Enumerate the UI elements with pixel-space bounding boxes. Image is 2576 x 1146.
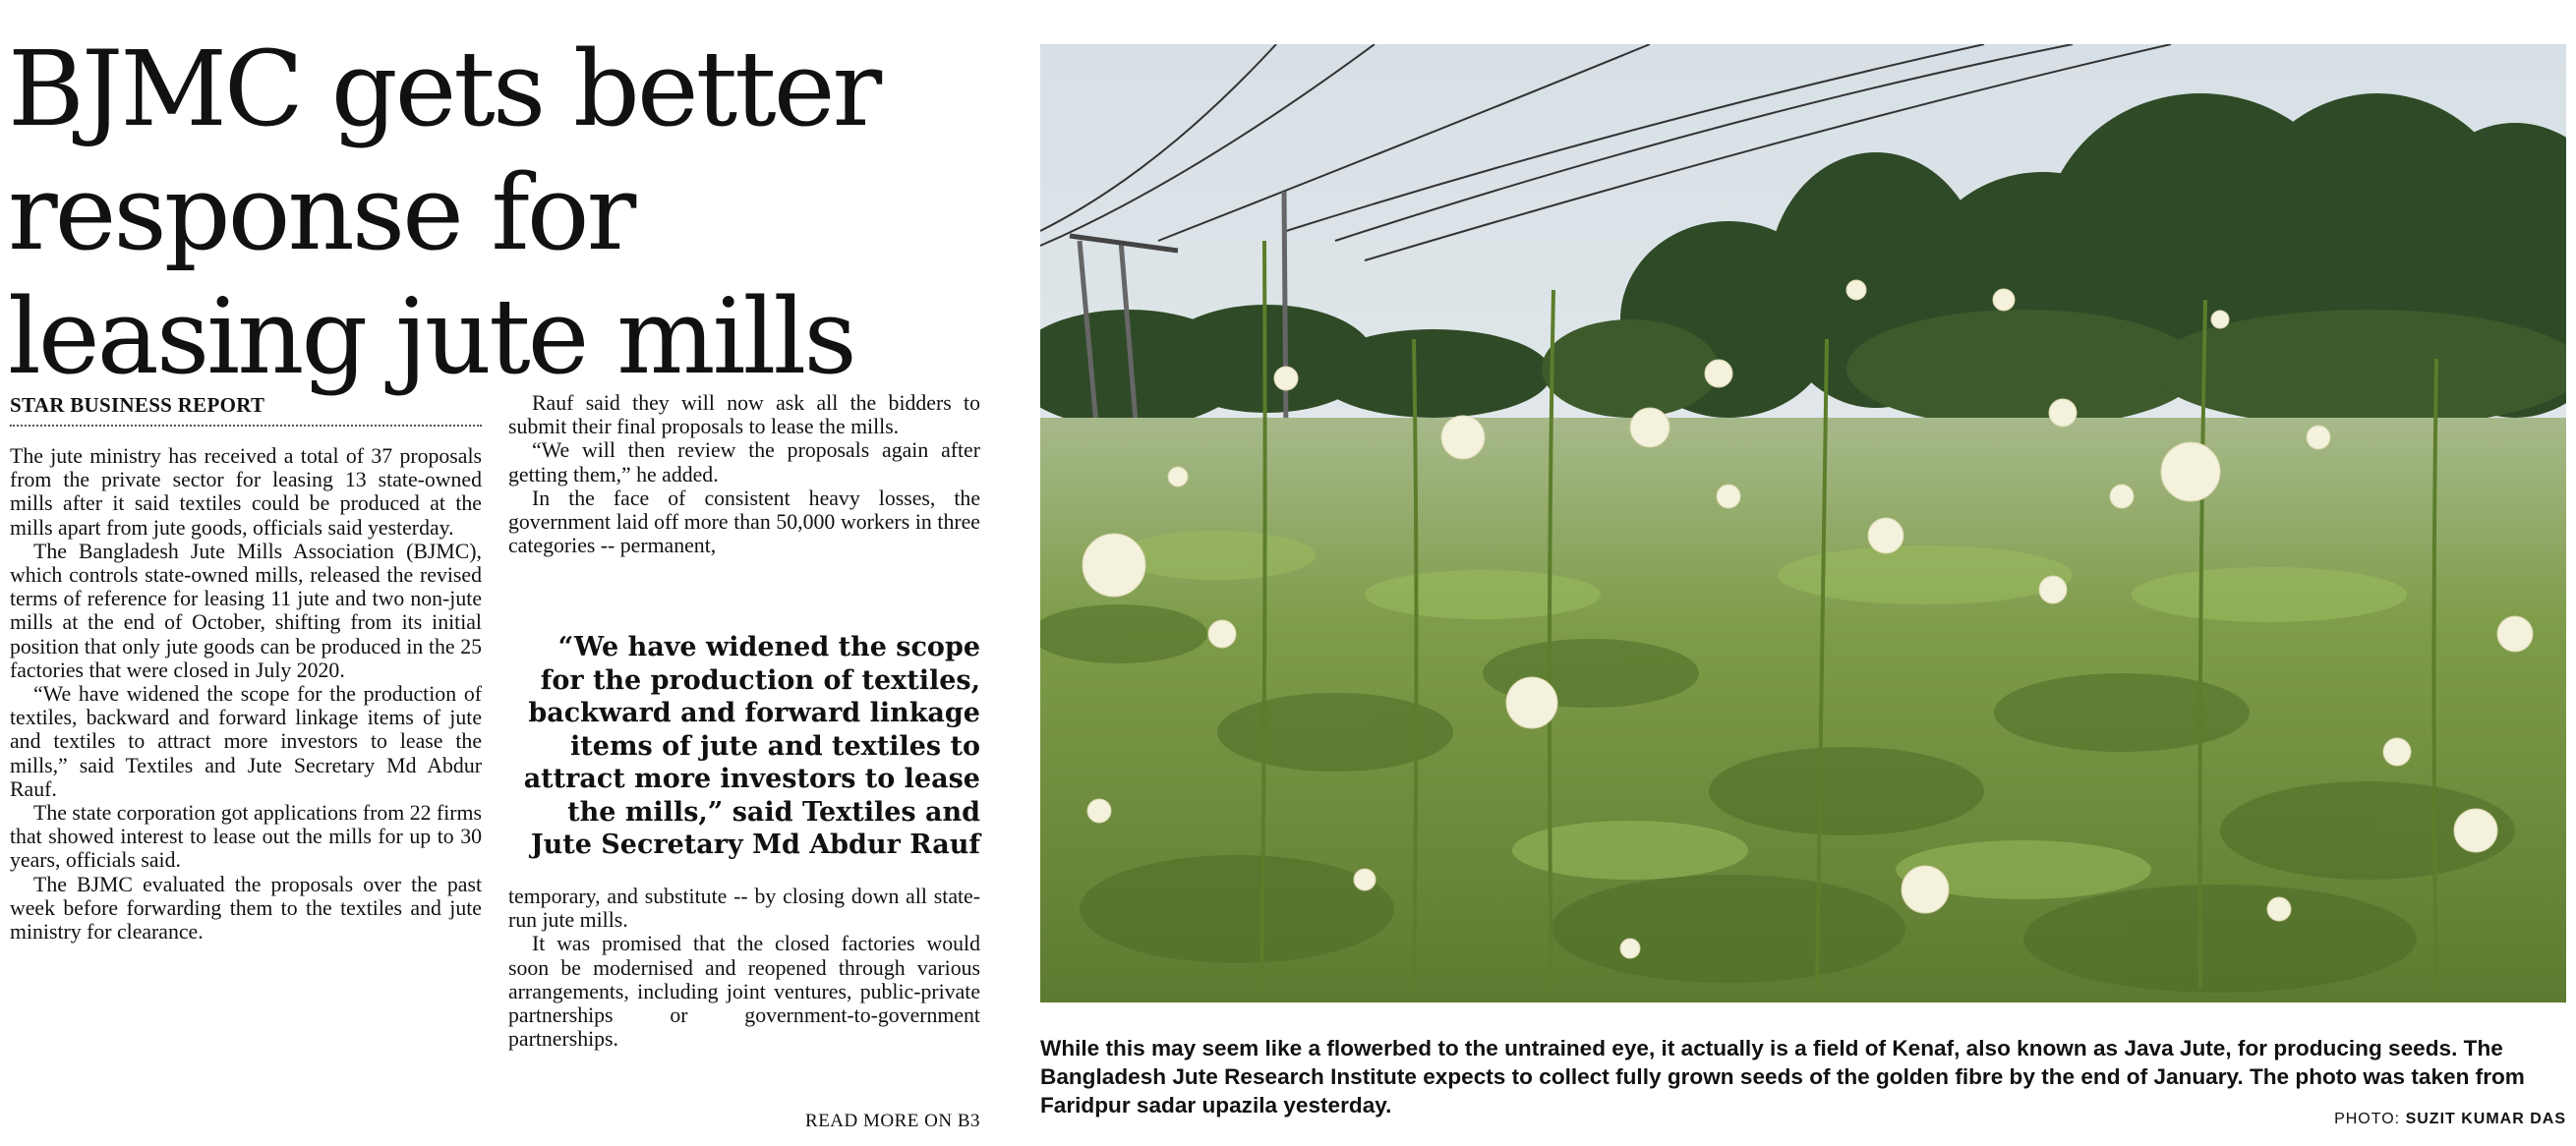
headline-line-1: BJMC gets better xyxy=(8,29,880,149)
paragraph: “We will then review the proposals again after getting them,” he added. xyxy=(508,438,980,487)
kenaf-field-photo xyxy=(1040,44,2566,1003)
article-column-1 xyxy=(10,444,482,944)
paragraph: Rauf said they will now ask all the bidders to submit their final proposals to lease the mills. xyxy=(508,391,980,439)
headline-line-3: leasing jute mills xyxy=(8,276,854,397)
caption-line: Faridpur sadar upazila yesterday. xyxy=(1040,1093,1392,1117)
paragraph: It was promised that the closed factories would soon be modernised and reopened through various arrangements, including joint ventures, public-private partnerships or government-to-government partnerships. xyxy=(508,932,980,1052)
article-column-2-bottom xyxy=(508,885,980,1051)
paragraph: In the face of consistent heavy losses, the government laid off more than 50,000 workers in three categories -- permanent, xyxy=(508,486,980,558)
paragraph: “We have widened the scope for the production of textiles, backward and forward linkage items of jute and textiles to attract more investors to lease the mills,” said Textiles and Jute Secretary Md Abdur Rauf. xyxy=(10,682,482,801)
pull-quote-line: items of jute and textiles to xyxy=(570,730,980,762)
article-column-2-top xyxy=(508,391,980,557)
caption-line: While this may seem like a flowerbed to the untrained eye, it actually is a field of Kenaf, also known as Java Jute, for producing seeds. The xyxy=(1040,1036,2503,1060)
photo-caption xyxy=(1040,1034,2566,1119)
paragraph: The BJMC evaluated the proposals over the past week before forwarding them to the textiles and jute ministry for clearance. xyxy=(10,872,482,945)
photo-credit-label: PHOTO: xyxy=(2334,1111,2401,1127)
read-more-link[interactable]: READ MORE ON B3 xyxy=(805,1111,980,1131)
byline: STAR BUSINESS REPORT xyxy=(10,393,482,427)
pull-quote-line: Jute Secretary Md Abdur Rauf xyxy=(530,830,980,860)
pull-quote-line: attract more investors to lease xyxy=(523,764,980,794)
pull-quote-line: backward and forward linkage xyxy=(528,698,980,728)
photo-credit-name: SUZIT KUMAR DAS xyxy=(2405,1111,2566,1127)
pull-quote-line: for the production of textiles, xyxy=(540,664,980,696)
paragraph: The jute ministry has received a total of 37 proposals from the private sector for leasing 13 state-owned mills after it said textiles could be produced at the mills apart from jute goods, officials said yesterday. xyxy=(10,444,482,540)
pull-quote-line: “We have widened the scope xyxy=(557,632,980,662)
paragraph: The state corporation got applications from 22 firms that showed interest to lease out the mills for up to 30 years, officials said. xyxy=(10,801,482,873)
photo-credit xyxy=(2334,1111,2566,1128)
caption-line: Bangladesh Jute Research Institute expects to collect fully grown seeds of the golden fibre by the end of January. The photo was taken from xyxy=(1040,1064,2525,1089)
headline xyxy=(8,28,991,399)
paragraph: temporary, and substitute -- by closing down all state-run jute mills. xyxy=(508,885,980,933)
pull-quote-line: the mills,” said Textiles and xyxy=(567,796,980,828)
headline-line-2: response for xyxy=(8,152,634,273)
pull-quote xyxy=(508,631,980,862)
paragraph: The Bangladesh Jute Mills Association (BJMC), which controls state-owned mills, released the revised terms of reference for leasing 11 jute and two non-jute mills at the end of October, shifting from its initial position that only jute goods can be produced in the 25 factories that were closed in July 2020. xyxy=(10,539,482,682)
